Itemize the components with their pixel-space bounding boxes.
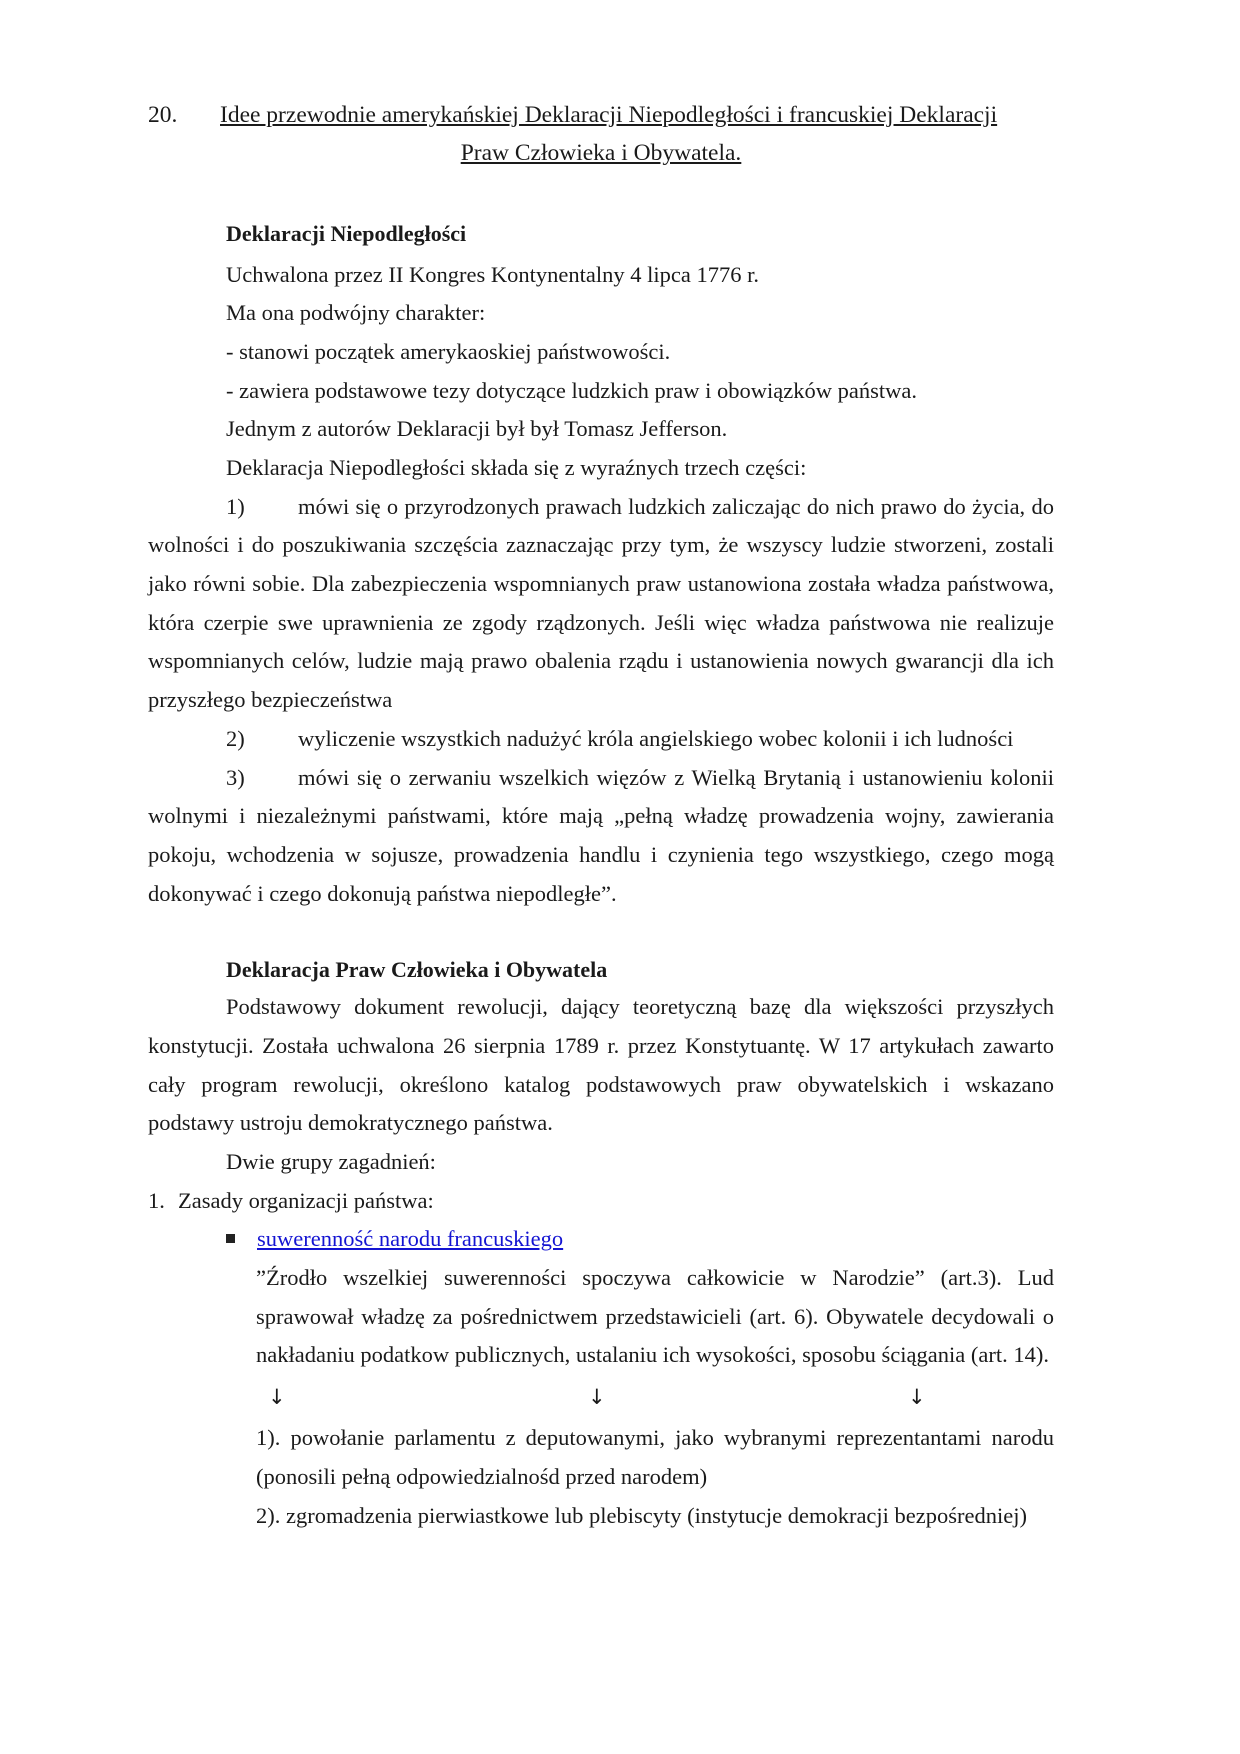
section-2-groups-lead: Dwie grupy zagadnień: [226,1149,436,1175]
section-1-line-2: - stanowi początek amerykaoskiej państwowości. [226,338,671,364]
title-number: 20. [148,102,178,128]
item-text-1: mówi się o przyrodzonych prawach ludzkich zaliczając do nich prawo do życia, do wolności i do poszukiwania szczęścia zaznaczając przy tym, że wszyscy ludzie stworzeni, zostali jako równi sobie. Dla zabezpieczenia wspomnianych praw ustanowiona została władza państwowa, która czerpie swe uprawnienia ze zgody rządzonych. Jeśli więc władza państwowa nie realizuje wspomnianych celów, ludzie mają prawo obalenia rządu i ustanowienia nowych gwarancji dla ich przyszłego bezpieczeństwa [148,493,1054,713]
item-marker-1: 1) [226,493,245,519]
section-1-line-4: Jednym z autorów Deklaracji był był Tomasz Jefferson. [226,416,728,442]
section-2-list-item-1 [148,1182,1054,1221]
section-1-line-1: Ma ona podwójny charakter: [226,300,486,326]
list-item-label: Zasady organizacji państwa: [178,1187,434,1213]
item-text-2: wyliczenie wszystkich nadużyć króla angielskiego wobec kolonii i ich ludności [298,725,1014,751]
section-1-line-5: Deklaracja Niepodległości składa się z wyraźnych trzech części: [226,455,807,481]
down-arrow-icon-1: ↓ [268,1385,286,1410]
section-1-heading: Deklaracji Niepodległości [226,220,467,246]
square-bullet-icon [226,1234,235,1243]
arrow-row [148,1375,1054,1419]
item-marker-2: 2) [226,725,245,751]
section-2-heading: Deklaracja Praw Człowieka i Obywatela [226,957,608,983]
section-gap [148,913,1054,953]
bullet-body-paragraph: ”Źrodło wszelkiej suwerenności spoczywa całkowicie w Narodzie” (art.3). Lud sprawował władzę za pośrednictwem przedstawicieli (art. 6). Obywatele decydowali o nakładaniu podatkow publicznych, ustalaniu ich wysokości, sposobu ściągania (art. 14). [256,1265,1054,1368]
list-item-number: 1. [148,1187,165,1213]
section-2-intro: Podstawowy dokument rewolucji, dający teoretyczną bazę dla większości przyszłych konstytucji. Została uchwalona 26 sierpnia 1789 r. przez Konstytuantę. W 17 artykułach zawarto cały program rewolucji, określono katalog podstawowych praw obywatelskich i wskazano podstawy ustroju demokratycznego państwa. [148,994,1054,1136]
suwerennosc-narodu-francuskiego-link[interactable]: suwerenność narodu francuskiego [257,1226,564,1252]
section-1-line-0: Uchwalona przez II Kongres Kontynentalny 4 lipca 1776 r. [226,261,759,287]
section-1-item-2 [148,720,1054,759]
section-1-item-3 [148,759,1054,914]
sub-item-2: 2). zgromadzenia pierwiastkowe lub plebiscyty (instytucje demokracji bezpośredniej) [256,1502,1027,1528]
title-first-line [148,96,1054,134]
title-second-line [148,134,1054,172]
page-title [148,96,1054,173]
section-1-line-3: - zawiera podstawowe tezy dotyczące ludzkich praw i obowiązków państwa. [226,377,917,403]
section-1-item-1 [148,488,1054,720]
item-text-3: mówi się o zerwaniu wszelkich więzów z Wielką Brytanią i ustanowieniu kolonii wolnymi i niezależnymi państwami, które mają „pełną władzę prowadzenia wojny, zawierania pokoju, wchodzenia w sojusze, prowadzenia handlu i czynienia tego wszystkiego, czego mogą dokonywać i czego dokonują państwa niepodległe”. [148,764,1054,906]
title-text-line-1: Idee przewodnie amerykańskiej Deklaracji Niepodległości i francuskiej Deklaracji [220,102,998,128]
title-text-line-2: Praw Człowieka i Obywatela. [460,140,742,167]
down-arrow-icon-2: ↓ [588,1385,606,1410]
document-content [148,96,1054,1535]
down-arrow-icon-3: ↓ [908,1385,926,1410]
sub-item-1: 1). powołanie parlamentu z deputowanymi, jako wybranymi reprezentantami narodu (ponosili pełną odpowiedzialnośd przed narodem) [256,1425,1054,1489]
item-marker-3: 3) [226,764,245,790]
bullet-list-item [148,1220,1054,1259]
